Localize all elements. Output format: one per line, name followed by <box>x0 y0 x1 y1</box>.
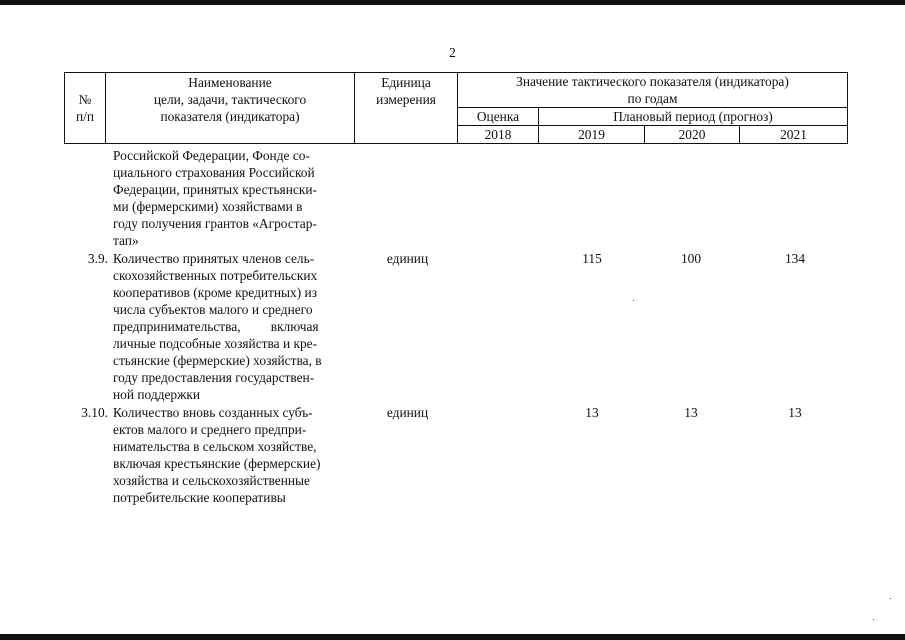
continuation-name <box>113 147 351 249</box>
value-2019: 13 <box>585 405 599 420</box>
text-line: нимательства в сельском хозяйстве, <box>113 439 317 454</box>
text-line: циального страхования Российской <box>113 165 315 180</box>
top-border-bar <box>0 0 905 5</box>
col-value-header <box>458 73 847 107</box>
header-bottom-line <box>64 143 848 144</box>
col-name-line1: Наименование <box>188 75 272 90</box>
row-name <box>113 404 351 506</box>
bottom-border-bar <box>0 634 905 640</box>
page-number: 2 <box>449 45 456 60</box>
text-line: году получения грантов «Агростар- <box>113 216 317 231</box>
col-name-line3: показателя (индикатора) <box>160 109 300 124</box>
value-2021: 134 <box>784 251 806 266</box>
text-line: стьянские (фермерские) хозяйства, в <box>113 353 322 368</box>
col-name-header <box>106 74 354 125</box>
text-line: предпринимательства, включая <box>113 319 319 334</box>
text-line: Количество принятых членов сель- <box>113 251 315 266</box>
col-value-line2: по годам <box>627 91 678 106</box>
row-number: 3.10. <box>81 405 108 420</box>
col-value-line1: Значение тактического показателя (индикатора) <box>516 74 789 89</box>
scan-speck <box>633 300 634 301</box>
value-2020: 13 <box>684 405 698 420</box>
year-2020: 2020 <box>678 127 706 142</box>
text-line: личные подсобные хозяйства и кре- <box>113 336 318 351</box>
text-line: ной поддержки <box>113 387 201 402</box>
row-unit: единиц <box>386 251 429 266</box>
text-line: числа субъектов малого и среднего <box>113 302 313 317</box>
value-2019: 115 <box>582 251 602 266</box>
row-name <box>113 250 351 403</box>
text-line: Российской Федерации, Фонде со- <box>113 148 310 163</box>
row-unit: единиц <box>386 405 429 420</box>
text-line: скохозяйственных потребительских <box>113 268 318 283</box>
col-number-line2: п/п <box>75 109 95 124</box>
col-unit-header <box>355 74 457 108</box>
text-line: тап» <box>113 233 139 248</box>
text-line: году предоставления государствен- <box>113 370 315 385</box>
row-number: 3.9. <box>87 251 108 266</box>
year-2019: 2019 <box>578 127 605 142</box>
col-number-line1: № <box>78 92 92 107</box>
scan-speck <box>873 619 874 620</box>
scan-speck <box>890 598 891 599</box>
text-line: включая крестьянские (фермерские) <box>113 456 321 471</box>
text-line: хозяйства и сельскохозяйственные <box>113 473 310 488</box>
estimate-label: Оценка <box>476 109 520 124</box>
col-unit-line2: измерения <box>376 92 436 107</box>
header-vline-right <box>847 72 848 144</box>
value-2021: 13 <box>788 405 802 420</box>
text-line: Федерации, принятых крестьянски- <box>113 182 317 197</box>
planned-period-label: Плановый период (прогноз) <box>613 109 773 124</box>
text-line: кооперативов (кроме кредитных) из <box>113 285 318 300</box>
text-line: Количество вновь созданных субъ- <box>113 405 313 420</box>
text-line: потребительские кооперативы <box>113 490 286 505</box>
col-name-line2: цели, задачи, тактического <box>153 92 307 107</box>
table-header <box>64 72 848 144</box>
value-2020: 100 <box>680 251 702 266</box>
text-line: ми (фермерскими) хозяйствами в <box>113 199 303 214</box>
col-unit-line1: Единица <box>381 75 431 90</box>
year-2021: 2021 <box>780 127 807 142</box>
text-line: ектов малого и среднего предпри- <box>113 422 307 437</box>
col-number-header <box>65 91 105 125</box>
year-2018: 2018 <box>484 127 512 142</box>
